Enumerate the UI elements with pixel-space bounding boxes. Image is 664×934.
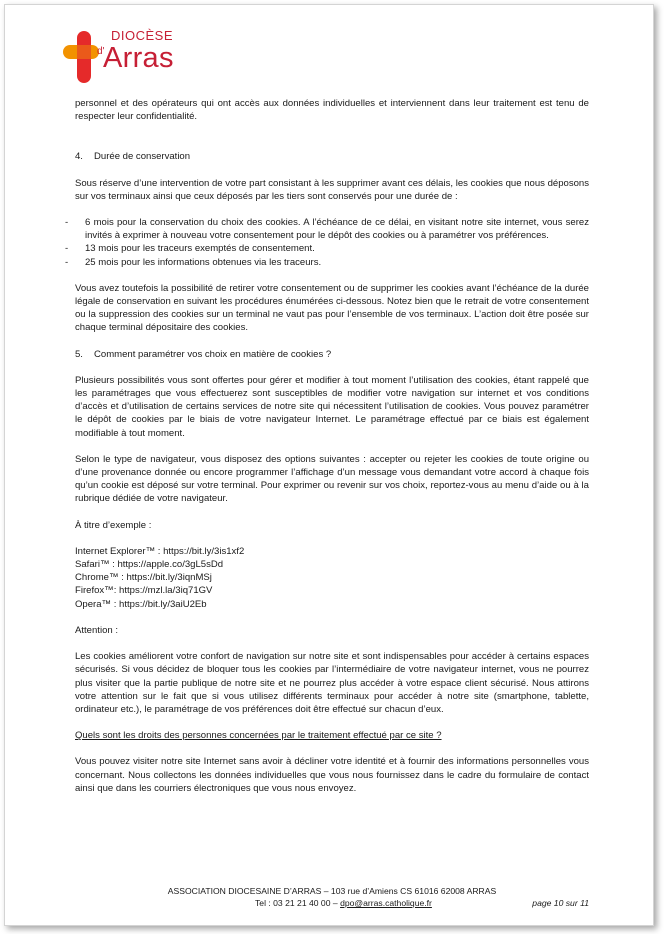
footer-contact [255,897,432,909]
logo-title-prefix: d' [97,46,105,57]
browser-link-safari[interactable]: Safari™ : https://apple.co/3gL5sDd [75,559,224,571]
browser-link-opera[interactable]: Opera™ : https://bit.ly/3aiU2Eb [75,598,207,610]
rights-heading: Quels sont les droits des personnes concernées par le traitement effectué par ce site ? [75,730,442,742]
attention-label: Attention : [75,624,118,636]
document-page [4,4,654,926]
paragraph-browser-options: Selon le type de navigateur, vous disposez des options suivantes : accepter ou rejeter les cookies de toute origine ou d’une provenance donnée ou encore programmer l’affichage d’un message vous demandant votre accord à chaque fois qu’un cookie est déposé sur votre terminal. Pour exprimer ou revenir sur vos choix, reportez-vous au menu d’aide ou à la rubrique dédiée de votre navigateur. [75,453,589,505]
paragraph-manage-cookies: Plusieurs possibilités vous sont offertes pour gérer et modifier à tout moment l’utilisation des cookies, étant rappelé que les paramétrages que vous effectuerez sont susceptibles de modifier votre navigation sur internet et vos conditions d’accès et d’utilisation de certains services de notre site qui nécessitent l’utilisation de cookies. Vous pouvez paramétrer le dépôt de cookies par le biais de votre navigateur Internet. Le paramétrage effectué par ce biais est également modifiable à tout moment. [75,374,589,439]
section-number: 4. [75,151,83,163]
paragraph-retention-intro: Sous réserve d’une intervention de votre part consistant à les supprimer avant ces délais, les cookies que nous déposons sur vos terminaux ainsi que ceux déposés par les tiers sont conservés pour une durée de : [75,177,589,202]
page-footer [75,885,589,909]
page-number: page 10 sur 11 [532,898,589,908]
list-item [65,216,589,242]
paragraph-attention: Les cookies améliorent votre confort de navigation sur notre site et sont indispensables pour accéder à certains espaces sécurisés. Si vous décidez de bloquer tous les cookies par l’intermédiaire de votre navigateur internet, vous ne pourrez plus visiter que la partie publique de notre site et ne pourrez plus accéder à votre espace client sécurisé. Nous attirons votre attention sur le fait que si vous utilisez différents terminaux pour accéder à notre site (smartphone, tablette, ordinateur etc.), le paramétrage de vos préférences doit être effectué sur chacun d’eux. [75,651,589,715]
footer-tel: Tel : 03 21 21 40 00 – [255,898,338,908]
paragraph-confidentiality: personnel et des opérateurs qui ont accès aux données individuelles et interviennent dans leur traitement est tenu de respecter leur confidentialité. [75,98,589,123]
section-title: Comment paramétrer vos choix en matière de cookies ? [94,348,332,360]
list-item [65,256,589,269]
list-item-text: 13 mois pour les traceurs exemptés de consentement. [85,243,315,255]
paragraph-rights: Vous pouvez visiter notre site Internet sans avoir à décliner votre identité et à fournir des informations personnelles vous concernant. Nous collectons les données individuelles que vous nous fournissez dans le cadre du formulaire de contact ainsi que dans les courriers électroniques que vous nous envoyez. [75,756,589,794]
footer-email-link[interactable]: dpo@arras.catholique.fr [340,898,432,908]
section-5-heading [75,348,589,361]
logo-title-bottom: Arras [103,42,174,74]
browser-link-chrome[interactable]: Chrome™ : https://bit.ly/3iqnMSj [75,572,212,584]
list-item-text: 25 mois pour les informations obtenues via les traceurs. [85,256,322,268]
section-number: 5. [75,348,83,360]
section-4-heading [75,150,589,163]
logo-title-top: DIOCÈSE [111,28,174,43]
list-item [65,242,589,255]
bullet-dash: - [65,243,69,255]
retention-list [65,216,589,269]
list-item-text: 6 mois pour la conservation du choix des cookies. A l’échéance de ce délai, en visitant notre site internet, vous serez invités à exprimer à nouveau votre consentement pour le dépôt des cookies ou à paramétrer vos préférences. [85,217,589,242]
example-label: À titre d’exemple : [75,519,152,531]
document-body [65,97,589,795]
browser-link-ie[interactable]: Internet Explorer™ : https://bit.ly/3is1xf2 [75,545,245,557]
bullet-dash: - [65,217,69,229]
bullet-dash: - [65,256,69,268]
footer-address: ASSOCIATION DIOCESAINE D’ARRAS – 103 rue d’Amiens CS 61016 62008 ARRAS [167,886,497,896]
section-title: Durée de conservation [94,151,191,163]
paragraph-withdraw-consent: Vous avez toutefois la possibilité de retirer votre consentement ou de supprimer les cookies avant l’échéance de la durée légale de conservation en suivant les procédures énumérées ci-dessous. Notez bien que le retrait de votre consentement ou la suppression des cookies sur un terminal ne vaut pas pour l’ensemble de vos terminaux. L’action doit être posée sur chaque terminal dépositaire des cookies. [75,282,589,334]
browser-link-firefox[interactable]: Firefox™: https://mzl.la/3iq71GV [75,585,213,597]
diocese-logo [63,29,213,85]
